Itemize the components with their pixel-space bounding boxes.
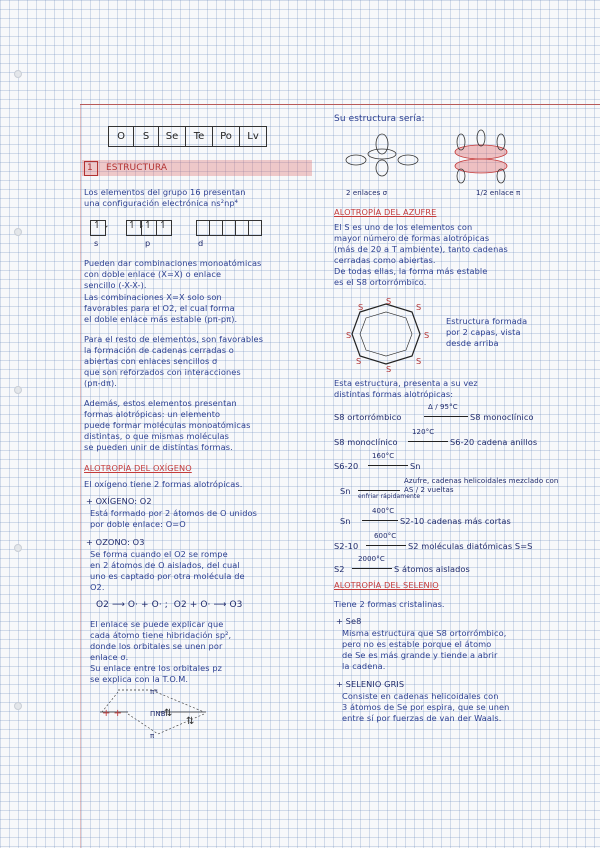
ozone-orbital-sketch <box>336 128 556 188</box>
section-number: 1 <box>87 163 93 173</box>
binder-hole <box>14 228 22 236</box>
top-margin-line <box>80 104 600 105</box>
pi-caption: 1/2 enlace π <box>476 189 521 197</box>
element-cell: S <box>133 126 159 147</box>
section-header-bar <box>82 160 312 176</box>
pi-nb-label: ΠNB <box>150 710 166 718</box>
svg-text:⇅: ⇅ <box>186 716 195 727</box>
orbital-label-d: d <box>198 238 204 248</box>
intro-line-2: una configuración electrónica ns²np⁴ <box>84 198 239 208</box>
element-cell: Te <box>185 126 213 147</box>
pi-star-label: π* <box>150 688 158 696</box>
sigma-caption: 2 enlaces σ <box>346 189 388 197</box>
svg-text:+ +: + + <box>102 708 122 719</box>
notebook-page: O S Se Te Po Lv 1 ESTRUCTURA Los elementos del grupo 16 presentan una configuración electrónica ns²np⁴ ↿⇂ ↿⇂ ↿ ↿ s p d Pueden dar combinaciones monoatómicas con doble enlace (X=X) o enlace sencillo (-X-X-). Las combinaciones X=X solo son favorables para el O2, el cual forma el doble enlace más estable (pπ-pπ). Para el resto de elementos, son favorables la formación de cadenas cerradas o abiertas con enlaces sencillos σ que son reforzados con interacciones (pπ-dπ). Además, estos elementos presentan formas alotrópicas: un elemento puede formar moléculas monoatómicas distintas, o que mismas moléculas se pueden unir de distintas formas. ALOTROPÍA DEL OXÍGENO El oxígeno tiene 2 formas alotrópicas. + OXÍGENO: O2 Está formado por 2 átomos de O unidos por doble enlace: O=O + OZONO: O3 Se forma cuando el O2 se rompe en 2 átomos de O aislados, del cual uno es captado por otra molécula de O2. O2 ⟶ O· + O· ; O2 + O· ⟶ O3 El enlace se puede explicar que cada átomo tiene hibridación sp², donde los orbitales se unen por enlace σ. Su enlace entre los orbitales pz se explica con la T.O.M. + + ⇅ ⇅ π* ΠNB π Su estructura sería: 2 enlaces σ 1/2 enlace π ALOTROPÍA DEL AZUFRE El S es uno de los elementos con mayor número de formas alotrópicas (más de 20 a T ambiente), tanto cadenas cerradas como abiertas. De todas ellas, la forma más estable es el S8 ortorrómbico. S S S S S S S S Estructura formada por 2 capas, vista desde arriba Esta estructura, presenta a su vez distintas formas alotrópicas: S8 ortorrómbico Δ / 95°C S8 monoclínico S8 monoclínico 120°C S6-20 cadena anillos S6-20 160°C Sn Sn enfriar rápidamente Azufre, cadenas helicoidales mezclado con AS / 2 vueltas Sn 400°C S2-10 cadenas más cortas S2-10 600°C S2 moléculas diatómicas S=S S2 2000°C S átomos aislados ALOTROPÍA DEL SELENIO Tiene 2 formas cristalinas. + Se8 Misma estructura que S8 ortorrómbico, pero no es estable porque el átomo de Se es más grande y tiende a abrir la cadena. + SELENIO GRIS Consiste en cadenas helicoidales con 3 átomos de Se por espira, que se unen entre sí por fuerzas de van der Waals. <box>0 0 600 848</box>
section-title: ESTRUCTURA <box>106 163 168 173</box>
left-margin-line <box>80 104 81 848</box>
selenium-section-title: ALOTROPÍA DEL SELENIO <box>334 580 439 590</box>
se8-heading: + Se8 <box>336 616 362 626</box>
pi-label: π <box>150 732 155 740</box>
oxygen-intro: El oxígeno tiene 2 formas alotrópicas. <box>84 479 243 489</box>
orbital-label-s: s <box>94 238 99 248</box>
binder-hole <box>14 544 22 552</box>
binder-hole <box>14 702 22 710</box>
element-cell: Se <box>158 126 186 147</box>
binder-hole <box>14 70 22 78</box>
selenium-intro: Tiene 2 formas cristalinas. <box>334 599 445 609</box>
gray-selenium-heading: + SELENIO GRIS <box>336 679 405 689</box>
binder-hole <box>14 386 22 394</box>
oxygen-section-title: ALOTROPÍA DEL OXÍGENO <box>84 463 192 473</box>
intro-line-1: Los elementos del grupo 16 presentan <box>84 187 246 197</box>
ozone-reaction: O2 ⟶ O· + O· ; O2 + O· ⟶ O3 <box>96 600 243 610</box>
element-cell: O <box>108 126 134 147</box>
sulfur-section-title: ALOTROPÍA DEL AZUFRE <box>334 207 437 217</box>
orbital-label-p: p <box>145 238 151 248</box>
svg-text:⇅: ⇅ <box>164 708 173 719</box>
element-cell: Po <box>212 126 240 147</box>
o3-heading: + OZONO: O3 <box>86 537 145 547</box>
o2-heading: + OXÍGENO: O2 <box>86 496 152 506</box>
structure-title: Su estructura sería: <box>334 114 425 124</box>
element-cell: Lv <box>239 126 267 147</box>
